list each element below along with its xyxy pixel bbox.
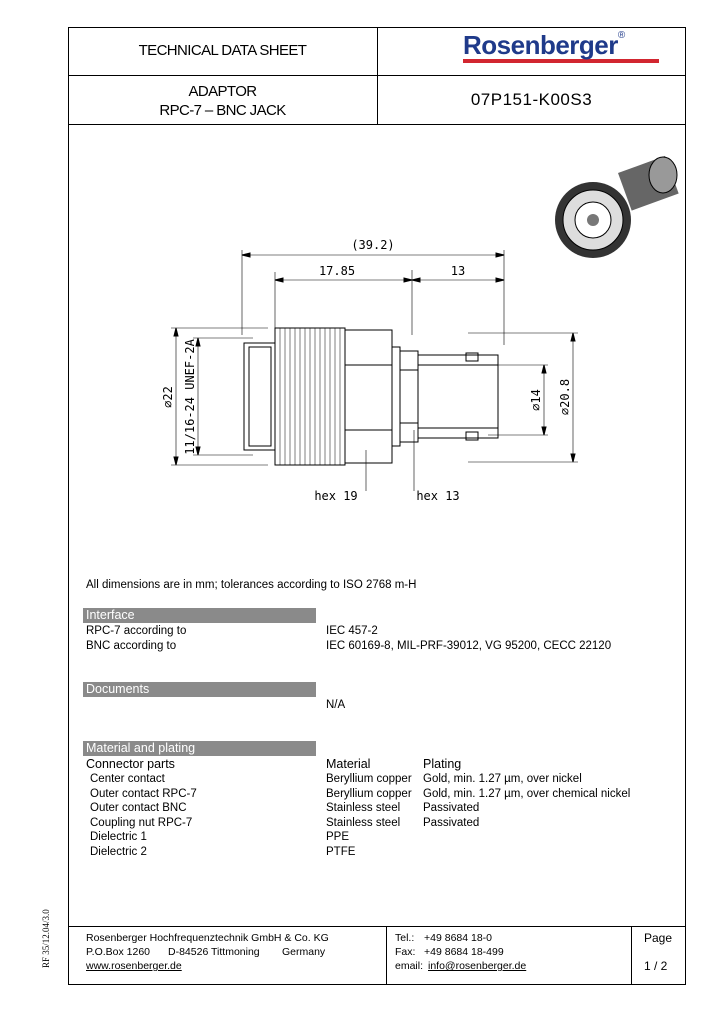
brand-name: Rosenberger (463, 30, 618, 60)
tolerance-note: All dimensions are in mm; tolerances according to ISO 2768 m-H (86, 579, 417, 591)
footer-country: Germany (282, 946, 326, 958)
footer-pobox: P.O.Box 1260 (86, 946, 151, 958)
part-1: Center contact (90, 773, 165, 785)
plating-4: Passivated (423, 817, 480, 829)
material-5: PPE (326, 831, 350, 843)
registered-mark: ® (617, 30, 626, 41)
footer-divider (68, 926, 686, 927)
plating-1: Gold, min. 1.27 µm, over nickel (423, 773, 582, 785)
interface-value-2: IEC 60169-8, MIL-PRF-39012, VG 95200, CECC 22120 (326, 640, 612, 652)
part-2: Outer contact RPC-7 (90, 788, 197, 800)
dim-diameter-14: ⌀14 (529, 389, 543, 411)
doc-type: TECHNICAL DATA SHEET (138, 42, 307, 59)
product-title-line1: ADAPTOR (188, 83, 257, 100)
dim-length-a: 17.85 (318, 264, 356, 278)
dim-length-b: 13 (450, 264, 466, 278)
footer-city: D-84526 Tittmoning (168, 946, 260, 958)
brand-logo (463, 30, 659, 63)
material-4: Stainless steel (326, 817, 401, 829)
interface-label-2: BNC according to (86, 640, 177, 652)
footer-tel-label: Tel.: (395, 932, 415, 944)
footer-email-label: email: (395, 960, 424, 972)
technical-drawing (68, 125, 686, 525)
part-4: Coupling nut RPC-7 (90, 817, 193, 829)
dim-overall: (39.2) (351, 238, 395, 252)
footer-tel: +49 8684 18-0 (424, 932, 493, 944)
footer-company: Rosenberger Hochfrequenztechnik GmbH & Co. KG (86, 932, 329, 944)
section-documents: Documents (83, 682, 316, 697)
material-6: PTFE (326, 846, 356, 858)
dim-thread: 11/16-24 UNEF-2A (183, 339, 197, 455)
footer-page-value: 1 / 2 (644, 959, 668, 973)
label-hex-19: hex 19 (314, 489, 358, 503)
section-material: Material and plating (83, 741, 316, 756)
material-1: Beryllium copper (326, 773, 412, 785)
part-3: Outer contact BNC (90, 802, 187, 814)
part-6: Dielectric 2 (90, 846, 147, 858)
dim-diameter-20-8: ⌀20.8 (558, 378, 572, 416)
col-connector-parts: Connector parts (86, 757, 175, 771)
dim-diameter-22: ⌀22 (161, 386, 175, 408)
footer-email-link[interactable]: info@rosenberger.de (428, 960, 527, 972)
material-2: Beryllium copper (326, 788, 412, 800)
part-number: 07P151-K00S3 (470, 90, 593, 109)
documents-value: N/A (326, 699, 346, 711)
product-title (68, 82, 377, 120)
col-plating: Plating (423, 757, 462, 771)
plating-3: Passivated (423, 802, 480, 814)
side-code: RF 35/12.04/3.0 (41, 909, 51, 968)
footer-fax: +49 8684 18-499 (424, 946, 504, 958)
footer-divider-vertical-1 (386, 926, 387, 985)
material-3: Stainless steel (326, 802, 401, 814)
footer-page-label: Page (644, 931, 673, 945)
footer-divider-vertical-2 (631, 926, 632, 985)
footer-website-link[interactable]: www.rosenberger.de (86, 960, 182, 972)
plating-2: Gold, min. 1.27 µm, over chemical nickel (423, 788, 631, 800)
col-material: Material (326, 757, 371, 771)
interface-label-1: RPC-7 according to (86, 625, 187, 637)
connector-outline (171, 250, 578, 491)
product-photo (555, 156, 679, 258)
interface-value-1: IEC 457-2 (326, 625, 378, 637)
label-hex-13: hex 13 (416, 489, 460, 503)
part-5: Dielectric 1 (90, 831, 147, 843)
footer-fax-label: Fax: (395, 946, 416, 958)
section-interface: Interface (83, 608, 316, 623)
product-title-line2: RPC-7 – BNC JACK (159, 102, 286, 119)
